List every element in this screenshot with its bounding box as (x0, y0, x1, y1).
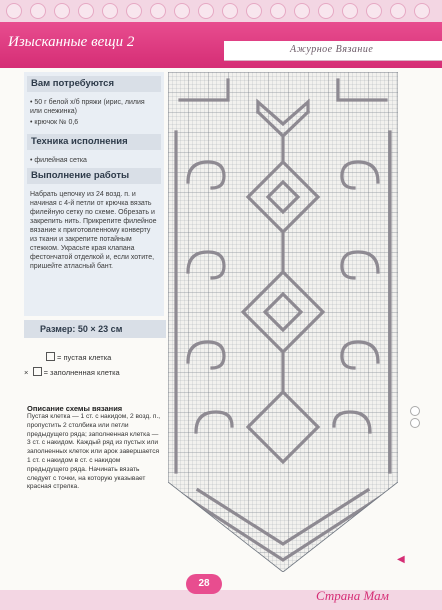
materials-heading: Вам потребуются (27, 76, 161, 92)
technique-heading: Техника исполнения (27, 134, 161, 150)
lace-motif (222, 3, 238, 19)
instructions-heading: Выполнение работы (27, 168, 161, 184)
lace-motif (246, 3, 262, 19)
lace-motif (414, 3, 430, 19)
lace-border (0, 0, 442, 22)
lace-motif (150, 3, 166, 19)
empty-cell-icon (46, 352, 55, 361)
lace-motif (126, 3, 142, 19)
instructions-text: Набрать цепочку из 24 возд. п. и начиная с 4-й петли от крючка вязать филейную сетку по схеме. Обрезать и закрепить нить. Прикрепите филейное вязание к приготовленному конверту из ткани и закрепите потайным стежком. Украсьте края клапана фестончатой отделкой и, если хотите, пришейте атласный бант. (30, 191, 157, 270)
technique-text: филейная сетка (34, 157, 87, 164)
lace-motif (30, 3, 46, 19)
material-text: крючок № 0,6 (34, 119, 79, 126)
magazine-brand: Ажурное Вязание (290, 44, 374, 55)
legend-empty (46, 352, 111, 362)
lace-motif (6, 3, 22, 19)
material-item: • крючок № 0,6 (30, 119, 79, 126)
start-arrow-icon: ◀ (397, 554, 405, 565)
material-item: • 50 г белой х/б пряжи (ирис, лилия или снежинка) (30, 99, 145, 115)
legend-filled (24, 367, 120, 377)
legend-empty-text: = пустая клетка (57, 353, 112, 362)
material-text: 50 г белой х/б пряжи (ирис, лилия или снежинка) (30, 99, 145, 115)
lace-motif (366, 3, 382, 19)
scheme-title: Описание схемы вязания (27, 404, 123, 413)
lace-motif (318, 3, 334, 19)
lace-motif (102, 3, 118, 19)
lace-motif (294, 3, 310, 19)
lace-motif (198, 3, 214, 19)
binder-hole (410, 406, 420, 416)
section-title: Изысканные вещи 2 (8, 34, 135, 50)
page-number: 28 (186, 574, 222, 594)
filled-cell-icon (33, 367, 42, 376)
lace-motif (270, 3, 286, 19)
lace-motif (174, 3, 190, 19)
binder-hole (410, 418, 420, 428)
size-label: Размер: 50 × 23 см (24, 320, 166, 338)
legend-filled-text: = заполненная клетка (43, 368, 120, 377)
cross-mark: × (24, 368, 29, 377)
scheme-text: Пустая клетка — 1 ст. с накидом, 2 возд. п., пропустить 2 столбика или петли предыдущего ряда; заполненная клетка — 3 ст. с накидом. Каждый ряд из пустых или заполненных клеток или арок завершается 1 ст. с накидом в ст. с накидом предыдущего ряда. Начинать вязать следует с точки, на которую указывает красная стрелка. (27, 413, 161, 491)
lace-motif (342, 3, 358, 19)
lace-motif (54, 3, 70, 19)
site-watermark: Страна Мам (316, 588, 389, 603)
filet-chart (168, 72, 398, 572)
lace-motif (78, 3, 94, 19)
lace-motif (390, 3, 406, 19)
technique-item: • филейная сетка (30, 157, 87, 164)
